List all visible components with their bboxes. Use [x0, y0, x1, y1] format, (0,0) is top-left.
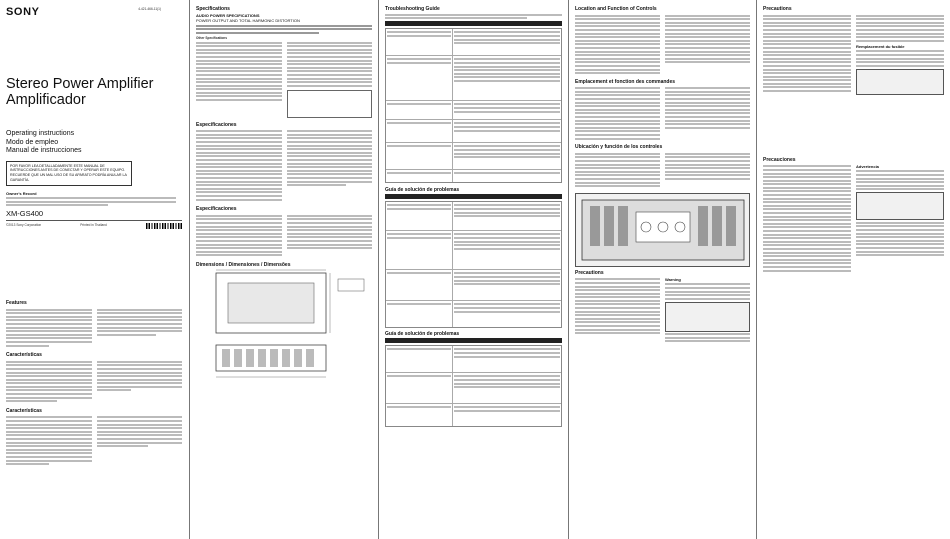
instructions-es: Modo de empleo: [6, 138, 59, 146]
precauciones-panel: [757, 0, 950, 539]
location-heading: Location and Function of Controls: [575, 6, 657, 12]
fuse-diagram: [665, 302, 750, 332]
advertencia-heading: Advertencia: [856, 163, 879, 169]
guia-heading: Guía de solución de problemas: [385, 330, 460, 337]
caracteristicas-heading-pt: Características: [6, 407, 42, 414]
especificaciones-heading: Especificaciones: [196, 121, 237, 128]
warranty-notice: POR FAVOR LEA DETALLADAMENTE ESTE MANUAL DE INSTRUCCIONES ANTES DE CONECTAR Y OPERAR ESTE EQUIPO. RECUERDE QUE UN MAL USO DE SU APARATO PODRÍA ANULAR LA GARANTÍA.: [6, 161, 132, 186]
instructions-pt: Manual de instrucciones: [6, 147, 82, 154]
brand-logo: SONY: [6, 6, 40, 18]
guia-depannage-heading: Guía de solución de problemas: [385, 186, 460, 193]
troubleshooting-panel: [379, 0, 568, 539]
remplacement-heading: Remplacement du fusible: [856, 43, 905, 49]
guia-table-pt: [385, 345, 562, 427]
certification-box: [287, 90, 373, 118]
specifications-heading: Specifications: [196, 6, 230, 12]
warning-heading: Warning: [665, 276, 681, 282]
specifications-panel: [190, 0, 378, 539]
instructions-en: Operating instructions: [6, 130, 75, 137]
emplacement-heading: Emplacement et fonction des commandes: [575, 78, 676, 85]
especificaciones-heading-pt: Especificaciones: [196, 206, 237, 213]
copyright: ©2013 Sony Corporation: [6, 223, 42, 228]
dimensions-heading: Dimensions / Dimensiones / Dimensões: [196, 261, 291, 268]
product-title: Stereo Power Amplifier: [6, 76, 154, 92]
product-title-es: Amplificador: [6, 92, 86, 108]
troubleshooting-table: [385, 28, 562, 183]
fuse-diagram-es: [856, 192, 944, 220]
power-output-heading: POWER OUTPUT AND TOTAL HARMONIC DISTORTION: [196, 18, 300, 23]
precautions-heading: Precautions: [575, 269, 604, 276]
cover-panel: [0, 0, 189, 539]
guia-table: [385, 201, 562, 328]
ubicacion-heading: Ubicación y función de los controles: [575, 144, 663, 151]
printed-in: Printed in Thailand: [80, 223, 107, 228]
audio-power-heading: AUDIO POWER SPECIFICATIONS: [196, 13, 260, 18]
caracteristicas-heading: Características: [6, 352, 42, 359]
precauciones-heading: Precauciones: [763, 156, 796, 163]
model-number: XM-GS400: [6, 209, 44, 219]
fuse-diagram-fr: [856, 69, 944, 95]
troubleshooting-heading: Troubleshooting Guide: [385, 6, 440, 12]
precautions-heading-fr: Precautions: [763, 6, 792, 12]
owners-record-heading: Owner's Record: [6, 190, 37, 196]
dimensions-drawing: [196, 269, 372, 387]
controls-panel: [569, 0, 756, 539]
document-code: 4-421-466-11(1): [138, 7, 161, 11]
features-heading: Features: [6, 300, 27, 306]
barcode: [146, 223, 182, 229]
amplifier-front-diagram: [575, 193, 750, 267]
other-specs-heading: Other Specifications: [196, 35, 227, 40]
